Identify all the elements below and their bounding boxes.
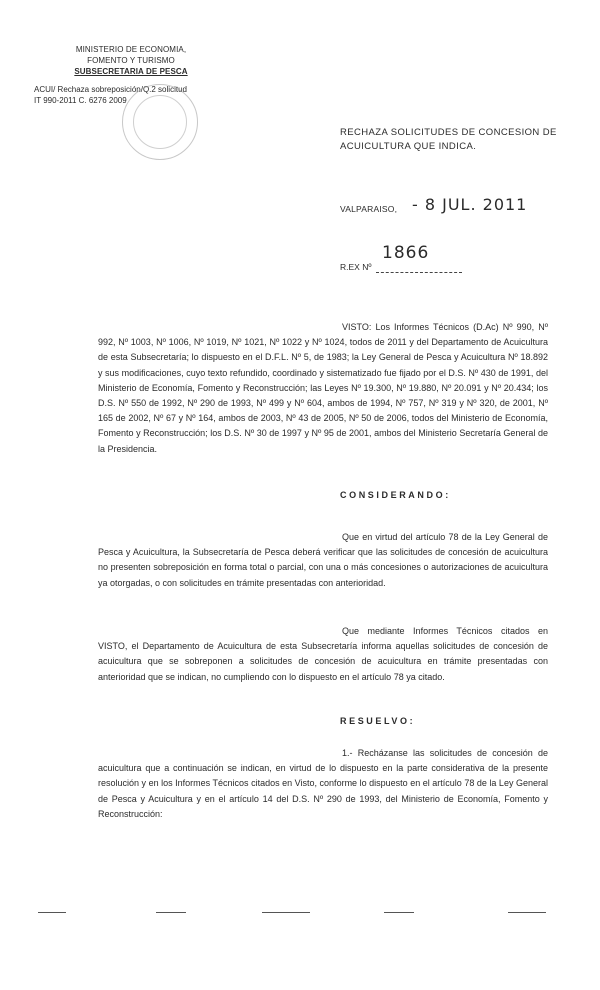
resolution-number-line [376,272,462,273]
place-label: VALPARAISO, [340,204,398,214]
considerando-heading: CONSIDERANDO: [340,490,451,500]
resuelvo-heading: RESUELVO: [340,716,416,726]
ministry-line-2: FOMENTO Y TURISMO [87,56,175,65]
visto-paragraph: VISTO: Los Informes Técnicos (D.Ac) Nº 990, Nº 992, Nº 1003, Nº 1006, Nº 1019, Nº 1021, Nº 1022 y Nº 1024, todos de 2011 y del Departamento de Acuicultura de esta Subsecretaría; lo dispuesto en el D.F.L. Nº 5, de 1983; la Ley General de Pesca y Acuicultura Nº 18.892 y sus modificaciones, cuyo texto refundido, coordinado y sistematizado fue fijado por el D.S. Nº 430 de 1991, del Ministerio de Economía, Fomento y Reconstrucción; las Leyes Nº 19.300, Nº 19.880, Nº 20.091 y Nº 20.434; los D.S. Nº 550 de 1992, Nº 290 de 1993, Nº 499 y Nº 604, ambos de 1994, Nº 757, Nº 319 y Nº 320, de 2001, Nº 165 de 2002, Nº 67 y Nº 164, ambos de 2003, Nº 43 de 2005, Nº 50 de 2006, todos del Ministerio de Economía, Fomento y Reconstrucción; los D.S. Nº 30 de 1997 y Nº 95 de 2001, ambos del Ministerio Secretaría General de la Presidencia. [98,322,548,454]
footer-line [384,912,414,913]
reference-line-2: IT 990-2011 C. 6276 2009 [34,96,127,105]
reference-line-1: ACUI/ Rechaza sobreposición/Q.2 solicitud [34,85,187,94]
considerando-paragraph-2: Que mediante Informes Técnicos citados en VISTO, el Departamento de Acuicultura de esta Subsecretaría informa aquellas solicitudes de concesión de acuicultura que se sobreponen a solicitudes de concesión de acuicultura en trámite presentadas con anterioridad que se indican, no cumpliendo con lo dispuesto en el artículo 78 ya citado. [98,626,548,682]
resolution-label: R.EX Nº [340,262,372,272]
footer-line [262,912,310,913]
resuelvo-paragraph-1: 1.- Recházanse las solicitudes de concesión de acuicultura que a continuación se indican, en virtud de lo dispuesto en la parte considerativa de la presente resolución y en los Informes Técnicos citados en Visto, conforme lo dispuesto en el artículo 78 de la Ley General de Pesca y Acuicultura y en el artículo 14 del D.S. Nº 290 de 1993, del Ministerio de Economía, Fomento y Reconstrucción: [98,748,548,819]
letterhead [36,44,226,77]
footer-line [38,912,66,913]
date-stamp: - 8 JUL. 2011 [412,195,528,214]
footer-line [508,912,546,913]
subject-text: RECHAZA SOLICITUDES DE CONCESION DE ACUICULTURA QUE INDICA. [340,127,557,152]
official-stamp [122,84,198,160]
resolution-number: 1866 [382,243,430,263]
ministry-line-1: MINISTERIO DE ECONOMIA, [75,45,187,54]
footer-line [156,912,186,913]
considerando-paragraph-1: Que en virtud del artículo 78 de la Ley General de Pesca y Acuicultura, la Subsecretaría de Pesca deberá verificar que las solicitudes de concesión de acuicultura no presenten sobreposición en forma total o parcial, con una o más concesiones o autorizaciones de acuicultura ya otorgadas, o con solicitudes en trámite presentadas con anterioridad. [98,532,548,588]
subsecretaria-line: SUBSECRETARIA DE PESCA [74,67,188,76]
